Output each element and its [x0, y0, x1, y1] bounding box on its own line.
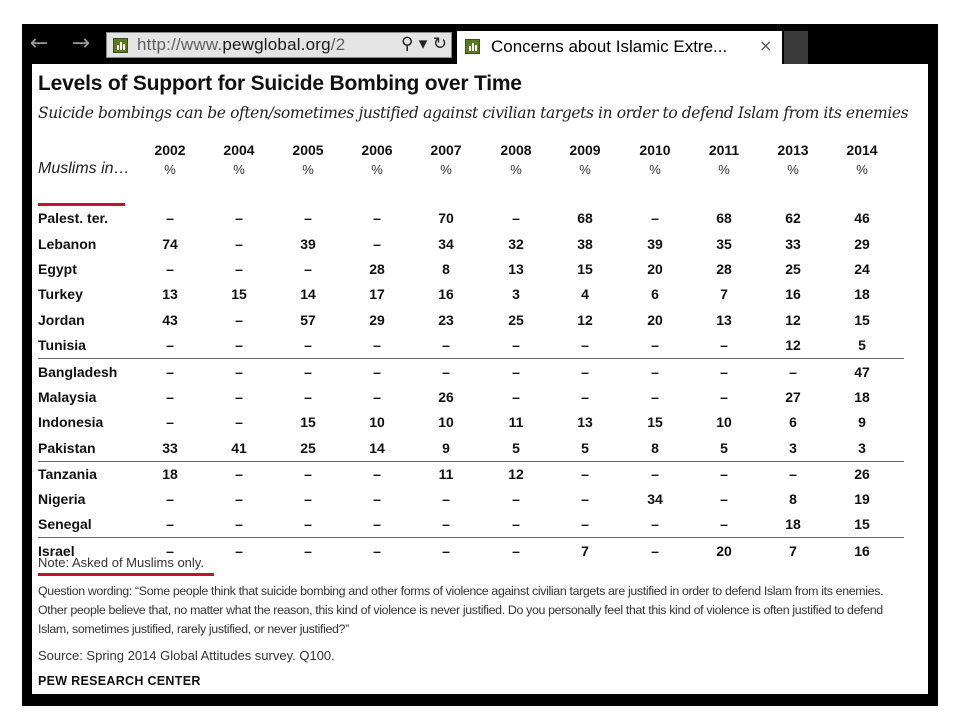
table-cell: 3: [512, 286, 520, 302]
table-cell: 9: [442, 440, 450, 456]
search-icon[interactable]: ⚲: [400, 34, 414, 54]
table-cell: 13: [716, 312, 732, 328]
forward-button[interactable]: →: [71, 31, 91, 56]
country-label: Bangladesh: [38, 364, 118, 380]
table-cell: 26: [854, 466, 870, 482]
table-cell: 11: [508, 414, 524, 430]
percent-header: %: [579, 162, 591, 177]
table-cell: 14: [300, 286, 316, 302]
percent-header: %: [510, 162, 522, 177]
org-credit: PEW RESEARCH CENTER: [38, 674, 201, 688]
table-cell: –: [304, 337, 312, 353]
table-cell: 18: [854, 389, 870, 405]
country-label: Malaysia: [38, 389, 97, 405]
table-cell: –: [512, 364, 520, 380]
table-cell: 10: [716, 414, 732, 430]
table-cell: –: [442, 491, 450, 507]
back-button[interactable]: ←: [29, 31, 49, 56]
table-cell: –: [166, 491, 174, 507]
table-cell: 16: [785, 286, 801, 302]
table-cell: –: [235, 491, 243, 507]
table-cell: 23: [438, 312, 454, 328]
percent-header: %: [371, 162, 383, 177]
table-cell: –: [720, 491, 728, 507]
year-header: 2013: [777, 142, 809, 158]
table-cell: –: [235, 261, 243, 277]
table-cell: 4: [581, 286, 589, 302]
table-cell: –: [581, 516, 589, 532]
table-cell: 33: [162, 440, 178, 456]
table-cell: –: [512, 337, 520, 353]
table-cell: –: [512, 389, 520, 405]
table-cell: 6: [789, 414, 797, 430]
page-content: [32, 64, 928, 694]
table-cell: –: [235, 516, 243, 532]
table-cell: –: [581, 389, 589, 405]
year-header: 2006: [361, 142, 393, 158]
table-cell: –: [581, 364, 589, 380]
year-header: 2009: [569, 142, 601, 158]
page-title: Levels of Support for Suicide Bombing over Time: [38, 72, 522, 95]
table-cell: 10: [438, 414, 454, 430]
table-cell: –: [235, 414, 243, 430]
table-cell: –: [373, 491, 381, 507]
table-cell: –: [651, 364, 659, 380]
table-cell: 29: [854, 236, 870, 252]
table-cell: –: [304, 466, 312, 482]
table-cell: 20: [716, 543, 732, 559]
table-cell: 34: [438, 236, 454, 252]
table-cell: 15: [854, 516, 870, 532]
table-cell: 25: [785, 261, 801, 277]
table-cell: 32: [508, 236, 524, 252]
country-label: Turkey: [38, 286, 83, 302]
table-cell: 39: [647, 236, 663, 252]
table-cell: –: [373, 364, 381, 380]
table-cell: 15: [300, 414, 316, 430]
table-cell: 7: [581, 543, 589, 559]
table-cell: –: [651, 337, 659, 353]
group-divider: [38, 461, 904, 462]
group-divider: [38, 358, 904, 359]
table-cell: 15: [231, 286, 247, 302]
table-cell: 3: [858, 440, 866, 456]
table-cell: 25: [300, 440, 316, 456]
table-cell: 38: [577, 236, 593, 252]
year-header: 2004: [223, 142, 255, 158]
percent-header: %: [164, 162, 176, 177]
table-cell: 18: [854, 286, 870, 302]
table-cell: –: [166, 337, 174, 353]
table-cell: –: [442, 543, 450, 559]
table-cell: 18: [785, 516, 801, 532]
table-cell: –: [651, 543, 659, 559]
table-cell: 13: [508, 261, 524, 277]
table-cell: 17: [369, 286, 385, 302]
table-cell: –: [235, 236, 243, 252]
country-label: Jordan: [38, 312, 85, 328]
table-cell: –: [720, 337, 728, 353]
table-cell: 35: [716, 236, 732, 252]
table-cell: 47: [854, 364, 870, 380]
table-cell: –: [581, 337, 589, 353]
red-underline-annotation: [38, 203, 125, 206]
country-label: Nigeria: [38, 491, 86, 507]
table-cell: 5: [720, 440, 728, 456]
table-cell: –: [373, 466, 381, 482]
year-header: 2010: [639, 142, 671, 158]
table-cell: –: [235, 364, 243, 380]
table-cell: 12: [785, 337, 801, 353]
table-cell: 25: [508, 312, 524, 328]
table-cell: 39: [300, 236, 316, 252]
table-cell: 5: [858, 337, 866, 353]
table-cell: 5: [581, 440, 589, 456]
table-cell: –: [442, 364, 450, 380]
table-cell: –: [235, 337, 243, 353]
table-cell: –: [166, 414, 174, 430]
table-cell: –: [166, 261, 174, 277]
table-cell: –: [166, 543, 174, 559]
country-label: Israel: [38, 543, 75, 559]
table-cell: –: [304, 261, 312, 277]
percent-header: %: [649, 162, 661, 177]
table-cell: –: [512, 491, 520, 507]
table-cell: 12: [508, 466, 524, 482]
table-cell: –: [235, 312, 243, 328]
table-cell: –: [166, 516, 174, 532]
table-cell: –: [512, 516, 520, 532]
tab-title: Concerns about Islamic Extre...: [491, 37, 728, 56]
table-cell: –: [373, 337, 381, 353]
table-cell: –: [442, 516, 450, 532]
percent-header: %: [787, 162, 799, 177]
table-cell: 46: [854, 210, 870, 226]
question-wording: Question wording: “Some people think that suicide bombing and other forms of violence against civilian targets are justified in order to defend Islam from its enemies. Other people believe that, no matter what the reason, this kind of violence is never justified. Do you personally feel that this kind of violence is often justified to defend Islam, sometimes justified, rarely justified, or never justified?”: [38, 584, 884, 636]
table-cell: 16: [438, 286, 454, 302]
table-cell: –: [304, 210, 312, 226]
browser-toolbar: [22, 24, 938, 64]
table-cell: 68: [716, 210, 732, 226]
table-cell: 28: [369, 261, 385, 277]
chevron-down-icon[interactable]: ▾: [418, 34, 428, 54]
table-cell: 3: [789, 440, 797, 456]
table-cell: –: [651, 210, 659, 226]
browser-tab[interactable]: [457, 31, 782, 64]
table-cell: 16: [854, 543, 870, 559]
table-cell: –: [789, 466, 797, 482]
table-cell: 41: [231, 440, 247, 456]
year-header: 2005: [292, 142, 324, 158]
address-bar[interactable]: [106, 32, 452, 58]
country-label: Egypt: [38, 261, 77, 277]
table-cell: 20: [647, 261, 663, 277]
table-cell: 15: [854, 312, 870, 328]
row-header-label: Muslims in…: [38, 160, 130, 177]
percent-header: %: [302, 162, 314, 177]
table-cell: 6: [651, 286, 659, 302]
table-cell: –: [166, 364, 174, 380]
table-cell: –: [720, 364, 728, 380]
table-cell: –: [373, 516, 381, 532]
new-tab-button[interactable]: [784, 31, 808, 64]
table-cell: 10: [369, 414, 385, 430]
table-cell: 8: [651, 440, 659, 456]
table-cell: 7: [789, 543, 797, 559]
table-cell: –: [304, 491, 312, 507]
table-cell: –: [166, 389, 174, 405]
year-header: 2014: [846, 142, 878, 158]
table-cell: –: [235, 543, 243, 559]
table-cell: 33: [785, 236, 801, 252]
table-cell: –: [720, 389, 728, 405]
table-cell: –: [512, 543, 520, 559]
table-cell: –: [304, 543, 312, 559]
country-label: Indonesia: [38, 414, 104, 430]
table-cell: 5: [512, 440, 520, 456]
year-header: 2007: [430, 142, 462, 158]
percent-header: %: [440, 162, 452, 177]
table-cell: 62: [785, 210, 801, 226]
table-cell: –: [304, 389, 312, 405]
country-label: Lebanon: [38, 236, 97, 252]
table-cell: 29: [369, 312, 385, 328]
table-cell: 34: [647, 491, 663, 507]
table-cell: 7: [720, 286, 728, 302]
tab-favicon-icon: [465, 39, 480, 54]
table-cell: –: [581, 491, 589, 507]
table-cell: 11: [438, 466, 454, 482]
table-cell: –: [651, 516, 659, 532]
table-cell: 43: [162, 312, 178, 328]
refresh-icon[interactable]: ↻: [432, 34, 447, 54]
country-label: Pakistan: [38, 440, 96, 456]
table-cell: 12: [785, 312, 801, 328]
table-cell: 14: [369, 440, 385, 456]
table-cell: –: [789, 364, 797, 380]
table-cell: 28: [716, 261, 732, 277]
table-cell: –: [651, 466, 659, 482]
table-cell: –: [373, 543, 381, 559]
table-cell: –: [373, 389, 381, 405]
table-cell: 57: [300, 312, 316, 328]
table-cell: –: [166, 210, 174, 226]
group-divider: [38, 537, 904, 538]
year-header: 2011: [708, 142, 740, 158]
year-header: 2002: [154, 142, 186, 158]
source-text: Source: Spring 2014 Global Attitudes survey. Q100.: [38, 648, 335, 663]
table-cell: 74: [162, 236, 178, 252]
table-cell: –: [235, 466, 243, 482]
percent-header: %: [856, 162, 868, 177]
table-cell: 26: [438, 389, 454, 405]
table-cell: 9: [858, 414, 866, 430]
table-cell: 19: [854, 491, 870, 507]
percent-header: %: [718, 162, 730, 177]
table-cell: 27: [785, 389, 801, 405]
table-cell: 18: [162, 466, 178, 482]
table-cell: –: [373, 210, 381, 226]
table-cell: –: [304, 516, 312, 532]
browser-frame: [22, 24, 938, 706]
table-cell: 68: [577, 210, 593, 226]
table-cell: 8: [789, 491, 797, 507]
table-cell: 13: [162, 286, 178, 302]
table-cell: 70: [438, 210, 454, 226]
page-subtitle: Suicide bombings can be often/sometimes justified against civilian targets in order to defend Islam from its enemies: [38, 104, 909, 122]
country-label: Senegal: [38, 516, 92, 532]
url-text[interactable]: http://www.pewglobal.org/2: [137, 35, 346, 54]
table-cell: –: [442, 337, 450, 353]
table-cell: –: [512, 210, 520, 226]
table-cell: –: [235, 210, 243, 226]
country-label: Tunisia: [38, 337, 86, 353]
table-cell: 12: [577, 312, 593, 328]
table-cell: –: [720, 516, 728, 532]
country-label: Tanzania: [38, 466, 97, 482]
table-cell: 24: [854, 261, 870, 277]
table-cell: 8: [442, 261, 450, 277]
table-cell: 13: [577, 414, 593, 430]
site-favicon-icon: [113, 38, 128, 53]
table-cell: 15: [577, 261, 593, 277]
country-label: Palest. ter.: [38, 210, 109, 226]
close-tab-icon[interactable]: ×: [759, 36, 773, 55]
year-header: 2008: [500, 142, 532, 158]
table-cell: –: [304, 364, 312, 380]
table-cell: 20: [647, 312, 663, 328]
table-cell: 15: [647, 414, 663, 430]
table-cell: –: [581, 466, 589, 482]
note-text: Note: Asked of Muslims only.: [38, 555, 204, 570]
percent-header: %: [233, 162, 245, 177]
table-cell: –: [720, 466, 728, 482]
table-cell: –: [651, 389, 659, 405]
table-cell: –: [373, 236, 381, 252]
table-cell: –: [235, 389, 243, 405]
red-underline-annotation: [38, 573, 214, 576]
